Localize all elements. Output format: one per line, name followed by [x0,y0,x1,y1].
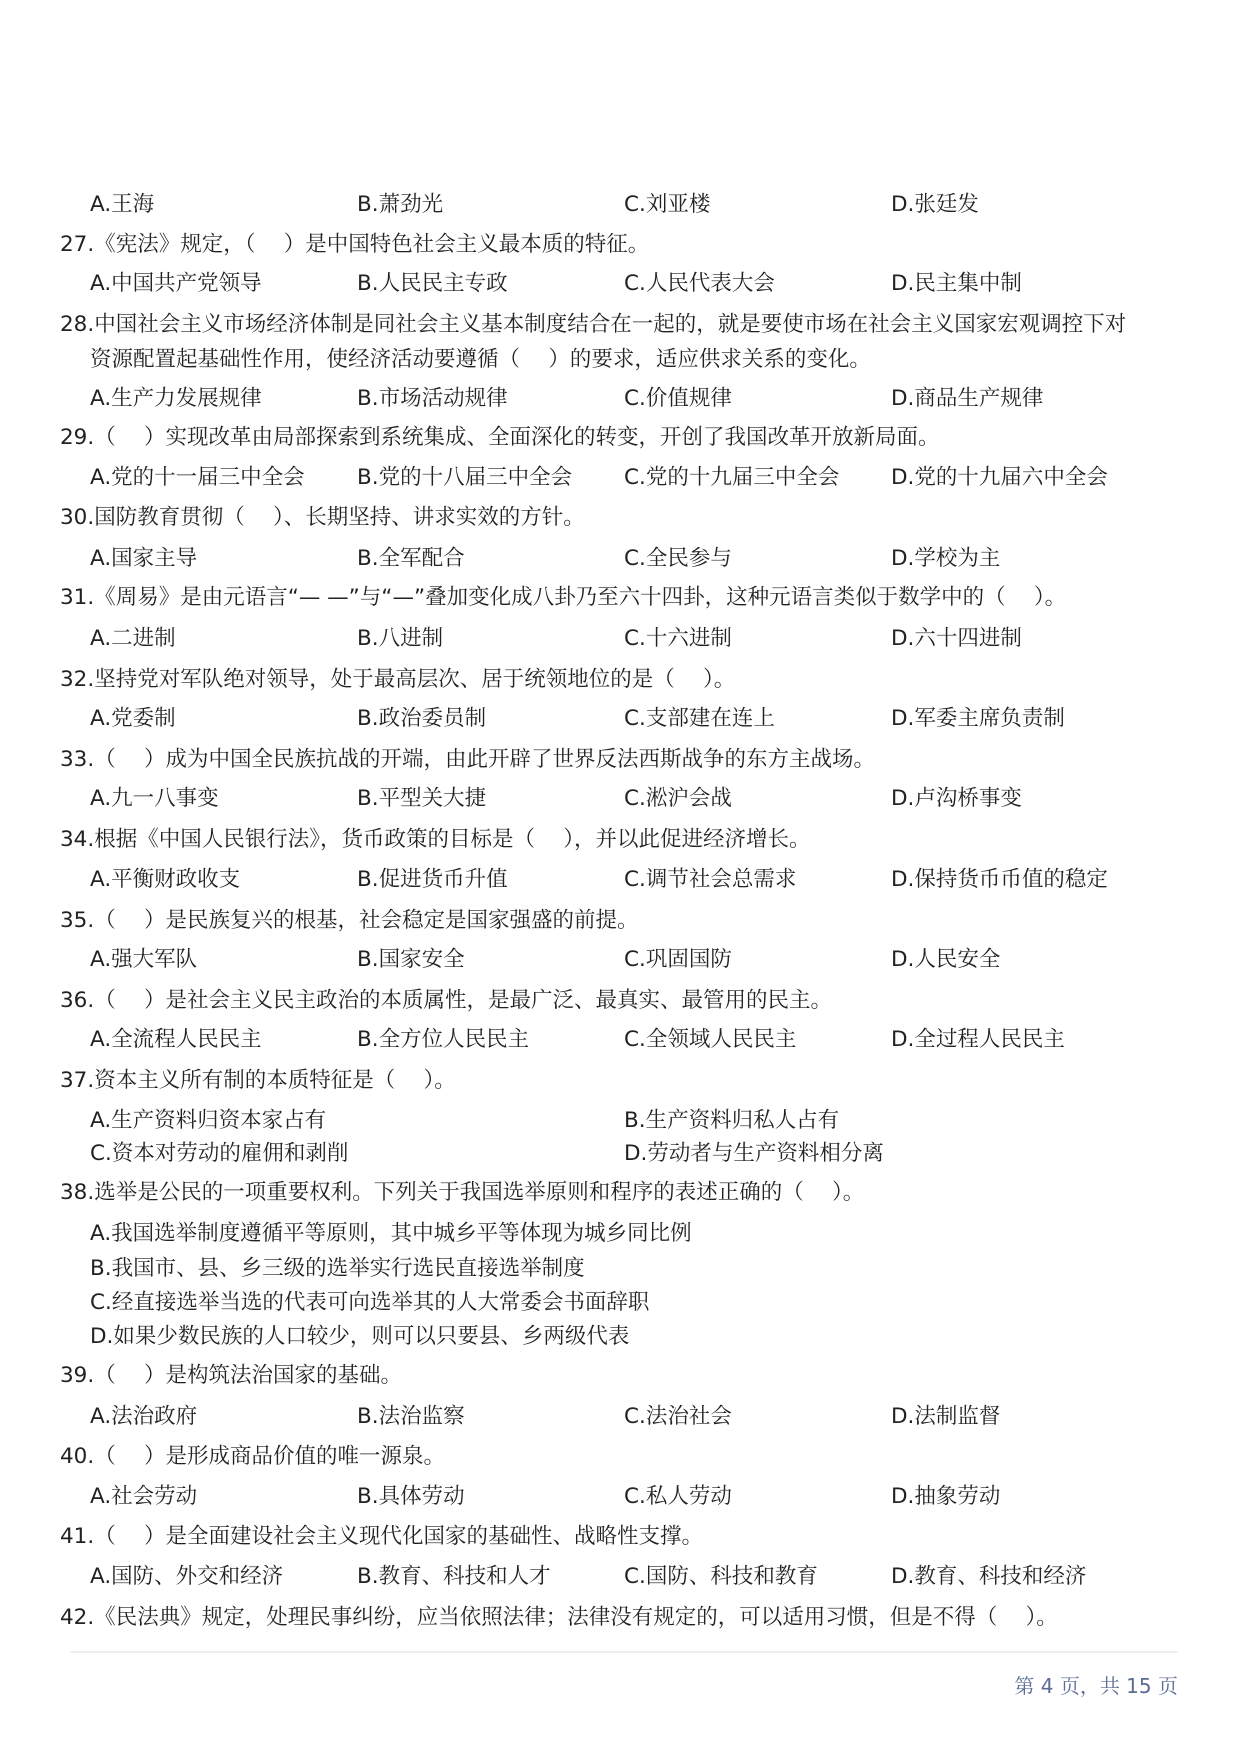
answer-option: B.政治委员制 [357,706,487,731]
page-number: 第 4 页，共 15 页 [1014,1674,1178,1698]
answer-option: A.中国共产党领导 [90,271,262,296]
answer-option: A.我国选举制度遵循平等原则，其中城乡平等体现为城乡同比例 [90,1221,692,1246]
answer-option: D.学校为主 [891,546,1001,571]
answer-option: D.民主集中制 [891,271,1022,296]
answer-option: D.卢沟桥事变 [891,786,1022,811]
question-stem: 42.《民法典》规定，处理民事纠纷，应当依照法律；法律没有规定的，可以适用习惯，但是不得（ ）。 [60,1605,1058,1630]
answer-option: B.全军配合 [357,546,465,571]
answer-option: D.全过程人民民主 [891,1027,1065,1052]
question-stem: 29.（ ）实现改革由局部探索到系统集成、全面深化的转变，开创了我国改革开放新局面。 [60,425,940,450]
answer-option: B.促进货币升值 [357,867,508,892]
answer-option: A.九一八事变 [90,786,219,811]
question-stem-continued: 资源配置起基础性作用，使经济活动要遵循（ ）的要求，适应供求关系的变化。 [90,347,871,372]
answer-option: C.全民参与 [624,546,732,571]
answer-option: B.国家安全 [357,947,465,972]
answer-option: D.张廷发 [891,192,979,217]
answer-option: A.生产力发展规律 [90,386,262,411]
answer-option: C.调节社会总需求 [624,867,797,892]
answer-option: B.全方位人民民主 [357,1027,530,1052]
answer-option: D.军委主席负责制 [891,706,1065,731]
answer-option: B.市场活动规律 [357,386,508,411]
answer-option: C.十六进制 [624,626,732,651]
question-stem: 41.（ ）是全面建设社会主义现代化国家的基础性、战略性支撑。 [60,1524,704,1549]
answer-option: D.法制监督 [891,1404,1001,1429]
question-stem: 31.《周易》是由元语言“— —”与“—”叠加变化成八卦乃至六十四卦，这种元语言类似于数学中的（ ）。 [60,585,1067,610]
answer-option: C.支部建在连上 [624,706,775,731]
answer-option: B.平型关大捷 [357,786,487,811]
answer-option: B.具体劳动 [357,1484,465,1509]
answer-option: C.人民代表大会 [624,271,775,296]
question-stem: 38.选举是公民的一项重要权利。下列关于我国选举原则和程序的表述正确的（ ）。 [60,1180,865,1205]
answer-option: A.国防、外交和经济 [90,1564,284,1589]
question-stem: 28.中国社会主义市场经济体制是同社会主义基本制度结合在一起的，就是要使市场在社会主义国家宏观调控下对 [60,312,1127,337]
answer-option: B.八进制 [357,626,444,651]
answer-option: A.王海 [90,192,155,217]
answer-option: A.党委制 [90,706,176,731]
answer-option: C.淞沪会战 [624,786,732,811]
answer-option: C.党的十九届三中全会 [624,465,840,490]
answer-option: D.人民安全 [891,947,1001,972]
answer-option: C.资本对劳动的雇佣和剥削 [90,1141,349,1166]
answer-option: A.国家主导 [90,546,198,571]
question-stem: 27.《宪法》规定，（ ）是中国特色社会主义最本质的特征。 [60,232,650,257]
answer-option: C.价值规律 [624,386,732,411]
question-stem: 37.资本主义所有制的本质特征是（ ）。 [60,1068,456,1093]
answer-option: A.平衡财政收支 [90,867,241,892]
answer-option: A.强大军队 [90,947,198,972]
answer-option: B.生产资料归私人占有 [624,1108,840,1133]
answer-option: D.抽象劳动 [891,1484,1001,1509]
answer-option: C.法治社会 [624,1404,732,1429]
answer-option: B.我国市、县、乡三级的选举实行选民直接选举制度 [90,1256,585,1281]
answer-option: B.人民民主专政 [357,271,508,296]
question-stem: 35.（ ）是民族复兴的根基，社会稳定是国家强盛的前提。 [60,908,639,933]
answer-option: B.教育、科技和人才 [357,1564,551,1589]
answer-option: D.六十四进制 [891,626,1022,651]
question-stem: 33.（ ）成为中国全民族抗战的开端，由此开辟了世界反法西斯战争的东方主战场。 [60,747,876,772]
answer-option: A.法治政府 [90,1404,198,1429]
answer-option: D.教育、科技和经济 [891,1564,1087,1589]
answer-option: D.劳动者与生产资料相分离 [624,1141,884,1166]
answer-option: C.私人劳动 [624,1484,732,1509]
question-stem: 36.（ ）是社会主义民主政治的本质属性，是最广泛、最真实、最管用的民主。 [60,988,833,1013]
answer-option: B.法治监察 [357,1404,465,1429]
answer-option: D.保持货币币值的稳定 [891,867,1108,892]
answer-option: D.如果少数民族的人口较少，则可以只要县、乡两级代表 [90,1324,630,1349]
answer-option: A.党的十一届三中全会 [90,465,305,490]
answer-option: A.全流程人民民主 [90,1027,262,1052]
question-stem: 39.（ ）是构筑法治国家的基础。 [60,1363,403,1388]
answer-option: A.社会劳动 [90,1484,198,1509]
question-stem: 30.国防教育贯彻（ ）、长期坚持、讲求实效的方针。 [60,505,585,530]
question-stem: 34.根据《中国人民银行法》，货币政策的目标是（ ），并以此促进经济增长。 [60,827,811,852]
answer-option: C.国防、科技和教育 [624,1564,818,1589]
answer-option: C.巩固国防 [624,947,732,972]
answer-option: A.二进制 [90,626,176,651]
footer-divider [70,1651,1178,1653]
answer-option: C.全领域人民民主 [624,1027,797,1052]
question-stem: 32.坚持党对军队绝对领导，处于最高层次、居于统领地位的是（ ）。 [60,667,736,692]
question-stem: 40.（ ）是形成商品价值的唯一源泉。 [60,1444,446,1469]
answer-option: B.萧劲光 [357,192,444,217]
answer-option: C.刘亚楼 [624,192,711,217]
answer-option: D.党的十九届六中全会 [891,465,1108,490]
answer-option: B.党的十八届三中全会 [357,465,573,490]
answer-option: C.经直接选举当选的代表可向选举其的人大常委会书面辞职 [90,1290,650,1315]
answer-option: A.生产资料归资本家占有 [90,1108,327,1133]
answer-option: D.商品生产规律 [891,386,1044,411]
